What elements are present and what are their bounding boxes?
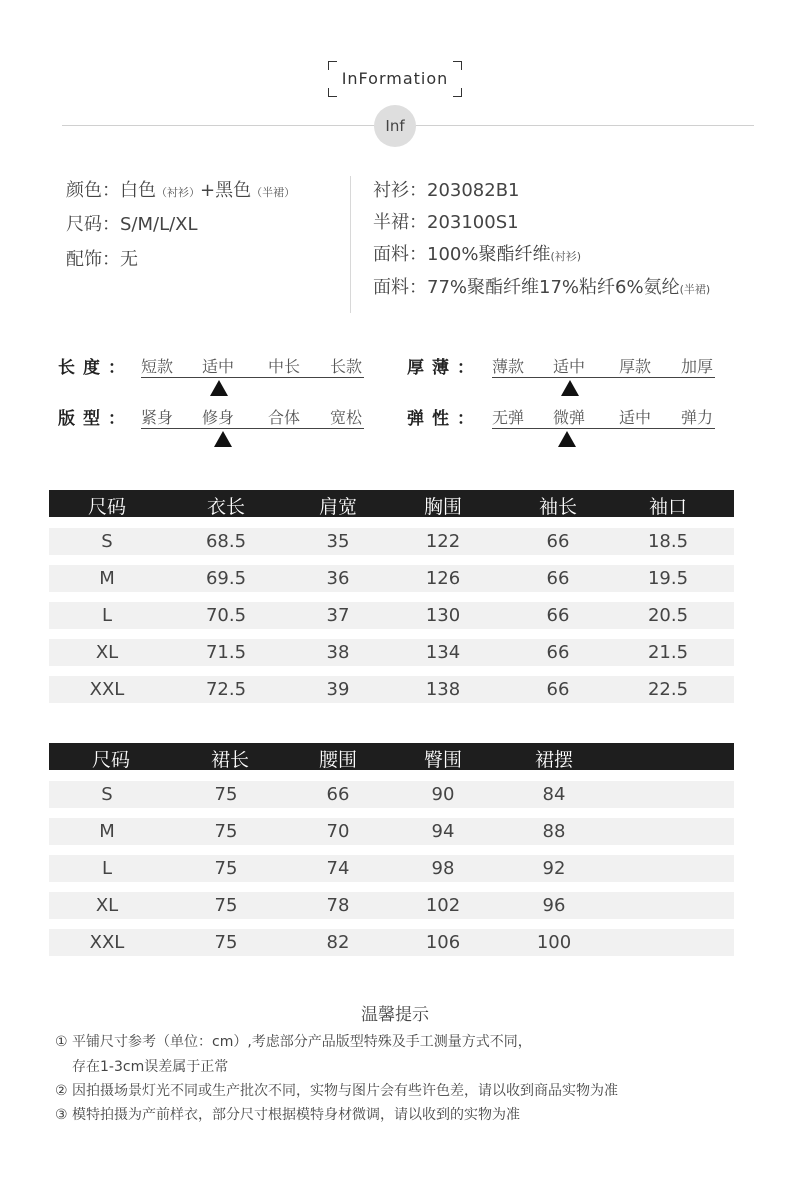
shirt-size-table (49, 490, 734, 705)
column-header: 裙摆 (534, 749, 573, 771)
fit-option: 宽松 (330, 408, 363, 427)
column-header: 尺码 (87, 496, 126, 518)
table-cell: 75 (214, 858, 238, 879)
table-row (49, 855, 734, 882)
fit-label: 版型： (58, 409, 133, 429)
table-row (49, 781, 734, 808)
stretch-label: 弹性： (407, 409, 482, 429)
tip-line-2: ② 因拍摄场景灯光不同或生产批次不同，实物与图片会有些许色差，请以收到商品实物为准 (55, 1083, 618, 1099)
frame-corner-bottom-left (328, 88, 337, 97)
color-label: 颜色：白色 (66, 180, 156, 201)
length-indicator-icon (210, 380, 228, 396)
shirt-code: 衬衫：203082B1 (373, 180, 520, 201)
fit-option: 修身 (202, 408, 235, 427)
column-header: 腰围 (318, 749, 357, 771)
header-frame (328, 61, 462, 97)
stretch-option: 无弹 (492, 408, 525, 427)
table-cell: 20.5 (647, 605, 689, 626)
table-header (49, 490, 734, 517)
skirt-size-table (49, 743, 734, 958)
color-shirt-note: （衬衫） (156, 186, 200, 199)
table-cell: 106 (425, 932, 461, 953)
table-cell: L (101, 858, 113, 879)
stretch-indicator-icon (558, 431, 576, 447)
table-cell: 66 (326, 784, 350, 805)
table-cell: 19.5 (647, 568, 689, 589)
table-cell: 21.5 (647, 642, 689, 663)
column-header: 臀围 (423, 749, 462, 771)
fit-option: 合体 (268, 408, 301, 427)
table-cell: 69.5 (205, 568, 247, 589)
table-cell: 66 (546, 679, 570, 700)
table-cell: 36 (326, 568, 350, 589)
table-cell: XXL (89, 932, 125, 953)
fit-option: 紧身 (141, 408, 174, 427)
accessory-info: 配饰：无 (66, 249, 138, 270)
table-row (49, 602, 734, 629)
table-header (49, 743, 734, 770)
length-label: 长度： (58, 358, 133, 378)
thickness-option: 加厚 (681, 357, 714, 376)
table-cell: 94 (431, 821, 455, 842)
stretch-option: 适中 (619, 408, 652, 427)
thickness-scale (492, 354, 715, 378)
table-cell: 22.5 (647, 679, 689, 700)
table-cell: 78 (326, 895, 350, 916)
fabric-shirt (373, 240, 581, 266)
fit-indicator-icon (214, 431, 232, 447)
table-cell: 126 (425, 568, 461, 589)
thickness-option: 厚款 (619, 357, 652, 376)
table-cell: 84 (542, 784, 566, 805)
table-row (49, 676, 734, 703)
table-cell: 66 (546, 642, 570, 663)
table-cell: 82 (326, 932, 350, 953)
table-cell: 68.5 (205, 531, 247, 552)
page-title: InFormation (341, 69, 449, 88)
fabric-skirt (373, 273, 710, 299)
column-header: 裙长 (210, 749, 249, 771)
table-cell: 88 (542, 821, 566, 842)
table-row (49, 929, 734, 956)
table-cell: L (101, 605, 113, 626)
tip-line-3: ③ 模特拍摄为产前样衣，部分尺寸根据模特身材微调，请以收到的实物为准 (55, 1107, 520, 1123)
column-header: 衣长 (206, 496, 245, 518)
table-cell: 96 (542, 895, 566, 916)
table-cell: M (99, 568, 115, 589)
table-cell: 134 (425, 642, 461, 663)
table-cell: 122 (425, 531, 461, 552)
table-cell: 37 (326, 605, 350, 626)
table-cell: 75 (214, 895, 238, 916)
column-header: 袖长 (538, 496, 577, 518)
length-option: 适中 (202, 357, 235, 376)
table-cell: 92 (542, 858, 566, 879)
table-row (49, 818, 734, 845)
stretch-scale (492, 405, 715, 429)
table-cell: 70 (326, 821, 350, 842)
table-cell: 100 (536, 932, 572, 953)
fabric-shirt-note: (衬衫) (550, 250, 582, 263)
fabric-skirt-note: (半裙) (679, 283, 711, 296)
thickness-indicator-icon (561, 380, 579, 396)
table-cell: 70.5 (205, 605, 247, 626)
table-cell: 75 (214, 932, 238, 953)
table-cell: XL (95, 642, 119, 663)
table-cell: 66 (546, 568, 570, 589)
table-row (49, 892, 734, 919)
table-cell: 75 (214, 784, 238, 805)
table-cell: 38 (326, 642, 350, 663)
length-option: 中长 (268, 357, 301, 376)
table-cell: 90 (431, 784, 455, 805)
thickness-option: 适中 (553, 357, 586, 376)
table-cell: 72.5 (205, 679, 247, 700)
table-row (49, 639, 734, 666)
table-cell: 98 (431, 858, 455, 879)
table-cell: 39 (326, 679, 350, 700)
table-cell: XXL (89, 679, 125, 700)
table-cell: 130 (425, 605, 461, 626)
table-row (49, 528, 734, 555)
table-cell: 35 (326, 531, 350, 552)
table-cell: S (101, 784, 113, 805)
length-option: 短款 (141, 357, 174, 376)
table-cell: 74 (326, 858, 350, 879)
frame-corner-bottom-right (453, 88, 462, 97)
table-cell: S (101, 531, 113, 552)
length-option: 长款 (330, 357, 363, 376)
fabric-skirt-text: 面料：77%聚酯纤维17%粘纤6%氨纶 (373, 277, 680, 298)
table-cell: 102 (425, 895, 461, 916)
column-header: 肩宽 (318, 496, 357, 518)
tip-line-1: ① 平铺尺寸参考（单位：cm）,考虑部分产品版型特殊及手工测量方式不同， (55, 1034, 532, 1050)
thickness-option: 薄款 (492, 357, 525, 376)
fit-scale (141, 405, 364, 429)
table-cell: 66 (546, 605, 570, 626)
tips-title: 温馨提示 (361, 1005, 429, 1025)
fabric-shirt-text: 面料：100%聚酯纤维 (373, 244, 551, 265)
header-badge: Inf (374, 105, 416, 147)
skirt-code: 半裙：203100S1 (373, 212, 519, 233)
thickness-label: 厚薄： (407, 358, 482, 378)
column-header: 尺码 (91, 749, 130, 771)
size-info: 尺码：S/M/L/XL (66, 214, 198, 235)
length-scale (141, 354, 364, 378)
table-cell: 75 (214, 821, 238, 842)
color-info (66, 176, 295, 202)
color-black: +黑色 (200, 180, 252, 201)
stretch-option: 微弹 (553, 408, 586, 427)
tip-line-1-continued: 存在1-3cm误差属于正常 (72, 1059, 229, 1075)
table-cell: XL (95, 895, 119, 916)
table-row (49, 565, 734, 592)
table-cell: 71.5 (205, 642, 247, 663)
table-cell: 138 (425, 679, 461, 700)
column-header: 胸围 (423, 496, 462, 518)
column-header: 袖口 (648, 496, 687, 518)
info-divider (350, 176, 351, 313)
stretch-option: 弹力 (681, 408, 714, 427)
table-cell: M (99, 821, 115, 842)
color-skirt-note: （半裙） (251, 186, 296, 199)
table-cell: 18.5 (647, 531, 689, 552)
table-cell: 66 (546, 531, 570, 552)
